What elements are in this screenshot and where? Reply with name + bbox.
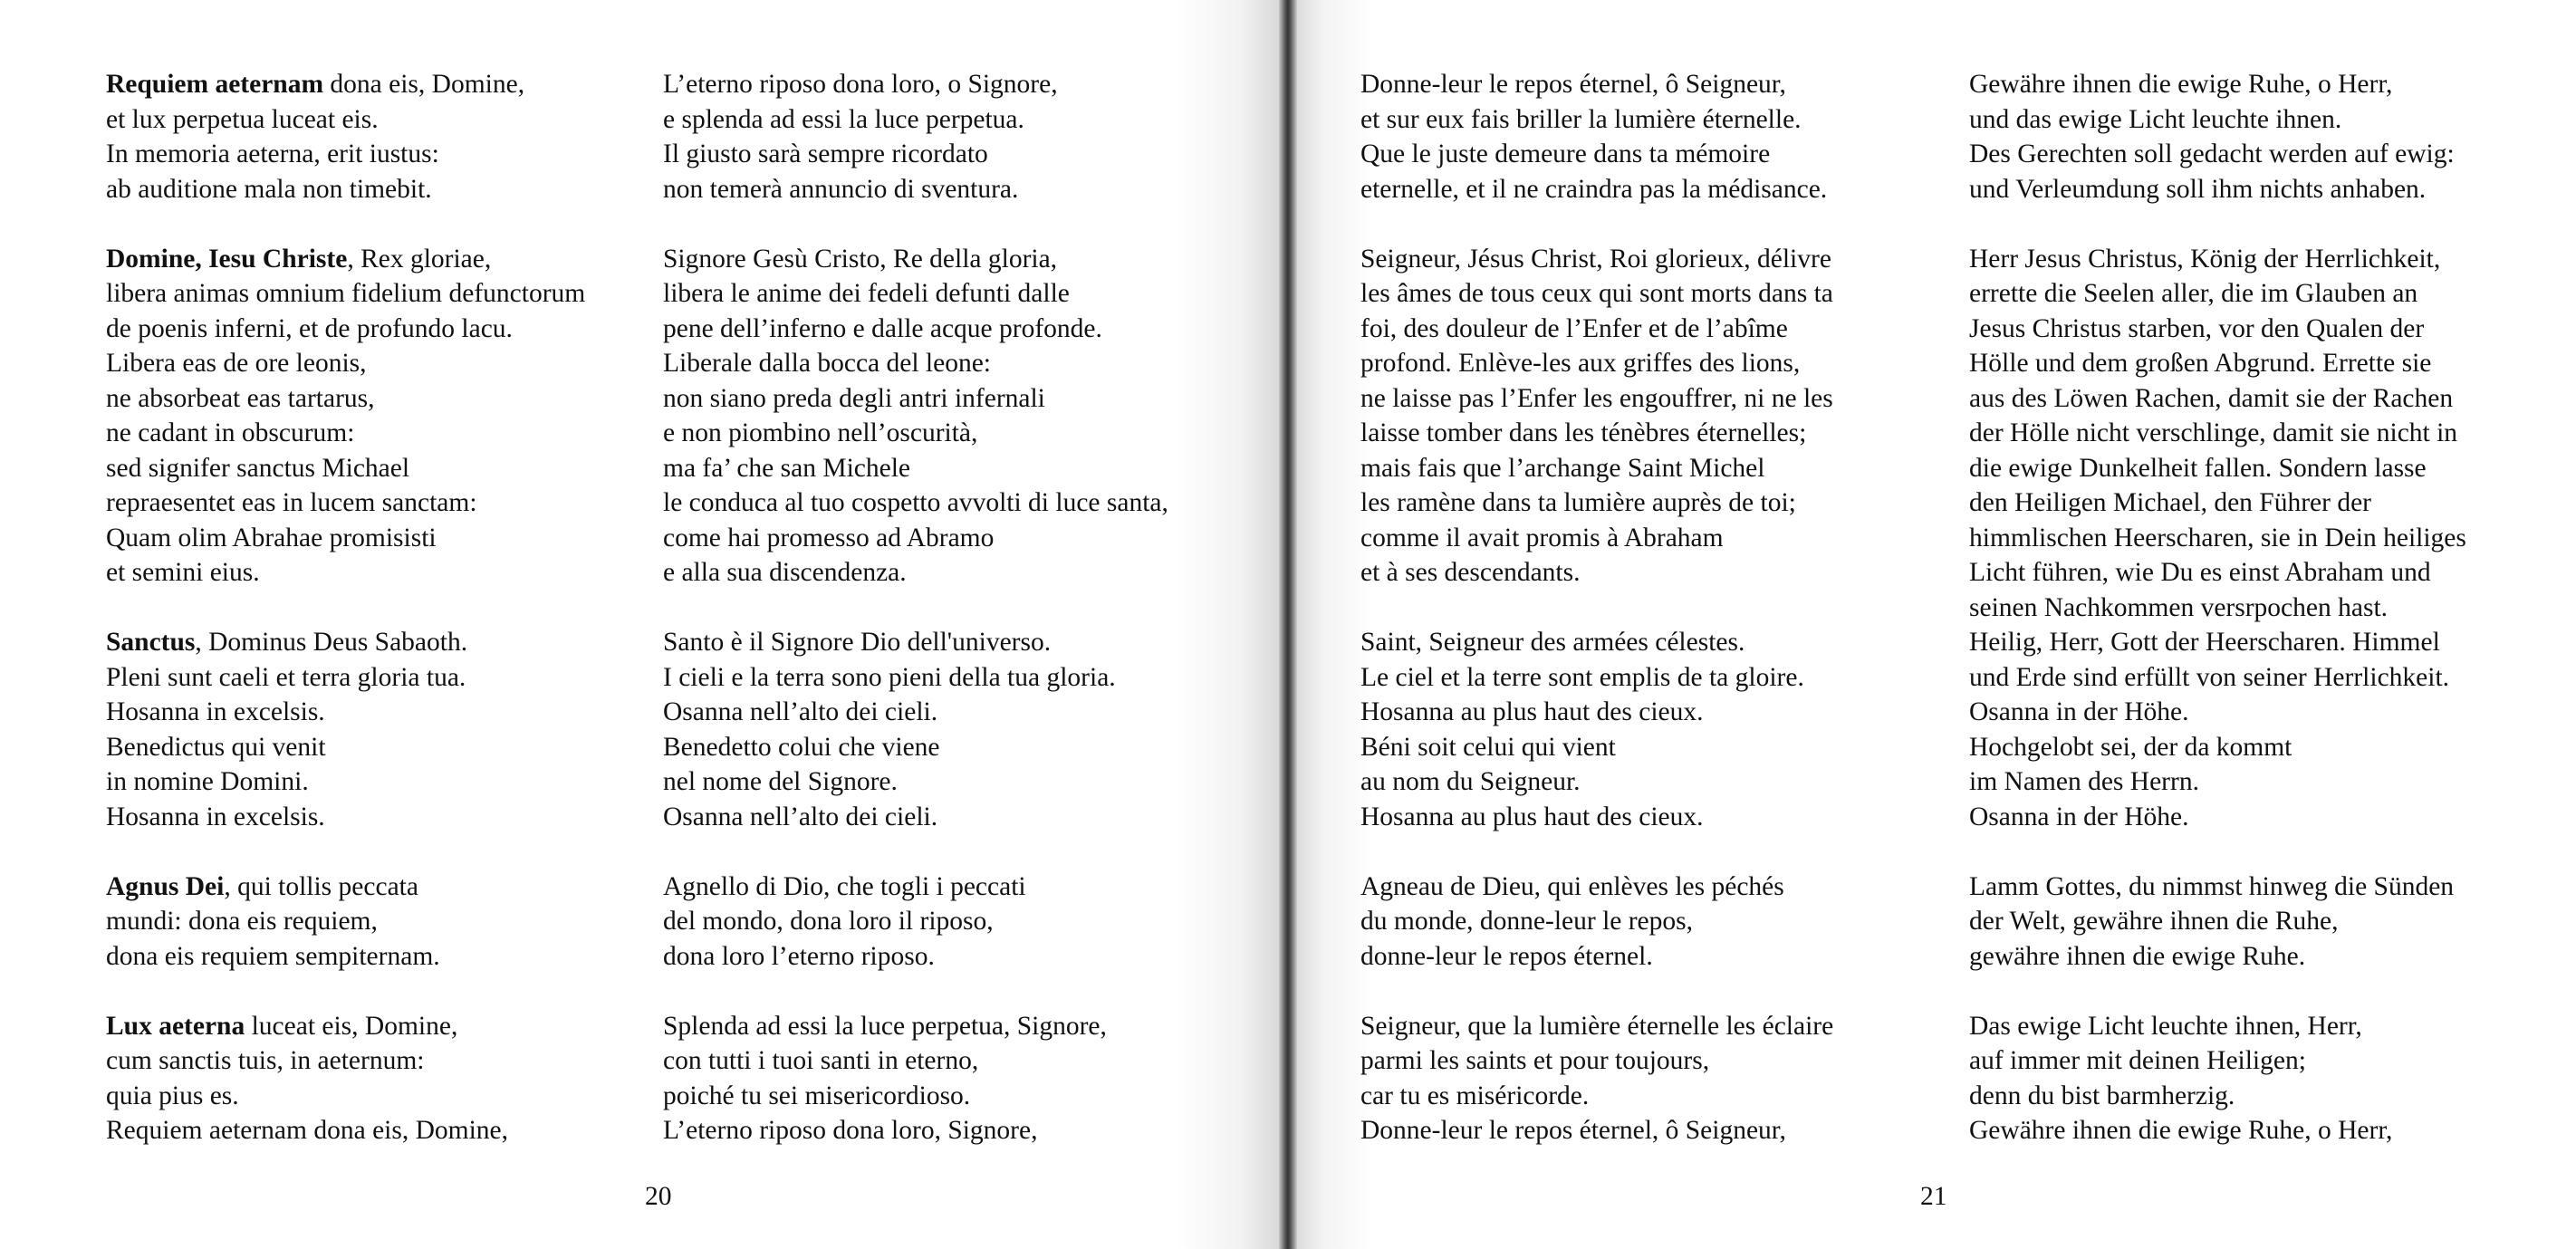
verse-line: Liberale dalla bocca del leone: bbox=[663, 349, 991, 378]
verse-line: Signore Gesù Cristo, Re della gloria, bbox=[663, 244, 1058, 274]
verse-line: errette die Seelen aller, die im Glauben an bbox=[1969, 279, 2418, 308]
verse-text: , Rex gloriae, bbox=[347, 244, 492, 274]
verse-line: die ewige Dunkelheit fallen. Sondern lasse bbox=[1969, 453, 2427, 483]
stanza bbox=[106, 67, 585, 207]
stanza bbox=[1360, 242, 1833, 591]
verse-line: mundi: dona eis requiem, bbox=[106, 907, 378, 936]
verse-line: In memoria aeterna, erit iustus: bbox=[106, 139, 439, 168]
stanza-heading: Lux aeterna bbox=[106, 1011, 245, 1041]
verse-line: gewähre ihnen die ewige Ruhe. bbox=[1969, 941, 2306, 971]
verse-line: Le ciel et la terre sont emplis de ta gloire. bbox=[1360, 662, 1804, 692]
german-column bbox=[1969, 67, 2466, 1148]
verse-line: Benedetto colui che viene bbox=[663, 732, 940, 762]
verse-line: comme il avait promis à Abraham bbox=[1360, 523, 1724, 552]
verse-line: Des Gerechten soll gedacht werden auf ewig: bbox=[1969, 139, 2455, 168]
verse-line: Benedictus qui venit bbox=[106, 732, 326, 762]
verse-line: L’eterno riposo dona loro, Signore, bbox=[663, 1116, 1038, 1145]
verse-line: der Welt, gewähre ihnen die Ruhe, bbox=[1969, 907, 2339, 936]
verse-line: eternelle, et il ne craindra pas la médisance. bbox=[1360, 174, 1828, 204]
verse-line: Osanna in der Höhe. bbox=[1969, 697, 2189, 726]
verse-line: denn du bist barmherzig. bbox=[1969, 1081, 2235, 1110]
verse-line: Gewähre ihnen die ewige Ruhe, o Herr, bbox=[1969, 70, 2393, 99]
verse-line bbox=[106, 625, 585, 660]
verse-line: himmlischen Heerscharen, sie in Dein heiliges bbox=[1969, 523, 2466, 552]
verse-line: Herr Jesus Christus, König der Herrlichkeit, bbox=[1969, 244, 2441, 274]
verse-line: ab auditione mala non timebit. bbox=[106, 174, 432, 204]
verse-line: les ramène dans ta lumière auprès de toi; bbox=[1360, 488, 1796, 517]
verse-line: et lux perpetua luceat eis. bbox=[106, 104, 379, 134]
verse-line bbox=[106, 67, 585, 102]
verse-line: Hosanna in excelsis. bbox=[106, 697, 325, 726]
verse-line: Gewähre ihnen die ewige Ruhe, o Herr, bbox=[1969, 1116, 2393, 1145]
verse-line: Jesus Christus starben, vor den Qualen der bbox=[1969, 313, 2425, 343]
verse-line: dona loro l’eterno riposo. bbox=[663, 941, 935, 971]
verse-text: , Dominus Deus Sabaoth. bbox=[195, 628, 468, 657]
stanza bbox=[106, 625, 585, 834]
verse-line: les âmes de tous ceux qui sont morts dans ta bbox=[1360, 279, 1833, 308]
stanza bbox=[106, 1009, 585, 1148]
verse-line: non temerà annuncio di sventura. bbox=[663, 174, 1019, 204]
verse-line: de poenis inferni, et de profundo lacu. bbox=[106, 313, 513, 343]
stanza bbox=[106, 242, 585, 591]
verse-line: profond. Enlève-les aux griffes des lions, bbox=[1360, 349, 1801, 378]
verse-line: auf immer mit deinen Heiligen; bbox=[1969, 1046, 2306, 1075]
verse-line: im Namen des Herrn. bbox=[1969, 767, 2199, 796]
verse-line: Lamm Gottes, du nimmst hinweg die Sünden bbox=[1969, 871, 2455, 901]
verse-line: Béni soit celui qui vient bbox=[1360, 732, 1616, 762]
verse-line: Libera eas de ore leonis, bbox=[106, 349, 367, 378]
verse-line: der Hölle nicht verschlinge, damit sie nicht in bbox=[1969, 418, 2458, 447]
verse-line: Osanna nell’alto dei cieli. bbox=[663, 697, 938, 726]
verse-line: cum sanctis tuis, in aeternum: bbox=[106, 1046, 425, 1075]
verse-line: con tutti i tuoi santi in eterno, bbox=[663, 1046, 979, 1075]
stanza bbox=[663, 242, 1168, 591]
stanza bbox=[1360, 1009, 1833, 1148]
verse-line: Hosanna au plus haut des cieux. bbox=[1360, 802, 1704, 831]
verse-line: Osanna in der Höhe. bbox=[1969, 802, 2189, 831]
verse-text: , qui tollis peccata bbox=[224, 871, 418, 901]
verse-line: nel nome del Signore. bbox=[663, 767, 898, 796]
verse-line: e splenda ad essi la luce perpetua. bbox=[663, 104, 1024, 134]
verse-line: dona eis requiem sempiternam. bbox=[106, 941, 440, 971]
left-page bbox=[0, 0, 1279, 1249]
verse-line: sed signifer sanctus Michael bbox=[106, 453, 410, 483]
verse-line: den Heiligen Michael, den Führer der bbox=[1969, 488, 2371, 517]
verse-line: Agneau de Dieu, qui enlèves les péchés bbox=[1360, 871, 1784, 901]
stanza bbox=[1969, 1009, 2466, 1148]
stanza bbox=[663, 869, 1168, 975]
verse-line: foi, des douleur de l’Enfer et de l’abîme bbox=[1360, 313, 1788, 343]
verse-line: Que le juste demeure dans ta mémoire bbox=[1360, 139, 1771, 168]
verse-line: Saint, Seigneur des armées célestes. bbox=[1360, 628, 1745, 657]
verse-line: aus des Löwen Rachen, damit sie der Rachen bbox=[1969, 383, 2454, 413]
verse-line: et semini eius. bbox=[106, 558, 260, 587]
verse-line: libera le anime dei fedeli defunti dalle bbox=[663, 279, 1070, 308]
verse-line: Hölle und dem großen Abgrund. Errette sie bbox=[1969, 349, 2432, 378]
italian-column bbox=[663, 67, 1168, 1148]
verse-line: seinen Nachkommen versrpochen hast. bbox=[1969, 592, 2389, 622]
stanza bbox=[663, 67, 1168, 207]
verse-line: Licht führen, wie Du es einst Abraham und bbox=[1969, 558, 2431, 587]
verse-line: Pleni sunt caeli et terra gloria tua. bbox=[106, 662, 466, 692]
verse-text: dona eis, Domine, bbox=[323, 70, 525, 99]
verse-line: car tu es miséricorde. bbox=[1360, 1081, 1590, 1110]
verse-line: ne cadant in obscurum: bbox=[106, 418, 355, 447]
verse-line: du monde, donne-leur le repos, bbox=[1360, 907, 1694, 936]
stanza bbox=[106, 869, 585, 975]
french-column bbox=[1360, 67, 1833, 1148]
verse-line: ne laisse pas l’Enfer les engouffrer, ni ne les bbox=[1360, 383, 1833, 413]
verse-line: Requiem aeternam dona eis, Domine, bbox=[106, 1116, 508, 1145]
verse-line: Osanna nell’alto dei cieli. bbox=[663, 802, 938, 831]
stanza-heading: Agnus Dei bbox=[106, 871, 225, 901]
verse-line: Agnello di Dio, che togli i peccati bbox=[663, 871, 1026, 901]
verse-line bbox=[106, 869, 585, 905]
verse-line: L’eterno riposo dona loro, o Signore, bbox=[663, 70, 1058, 99]
stanza bbox=[1360, 67, 1833, 207]
verse-line: Hochgelobt sei, der da kommt bbox=[1969, 732, 2292, 762]
verse-line: e non piombino nell’oscurità, bbox=[663, 418, 978, 447]
verse-line: et sur eux fais briller la lumière éternelle. bbox=[1360, 104, 1802, 134]
page-number-right: 21 bbox=[1920, 1182, 1947, 1211]
book-spine bbox=[1279, 0, 1297, 1249]
verse-line: Il giusto sarà sempre ricordato bbox=[663, 139, 988, 168]
latin-column bbox=[106, 67, 585, 1148]
stanza-heading: Sanctus bbox=[106, 628, 196, 657]
verse-line: ne absorbeat eas tartarus, bbox=[106, 383, 375, 413]
verse-line: und Erde sind erfüllt von seiner Herrlichkeit. bbox=[1969, 662, 2450, 692]
verse-line: le conduca al tuo cospetto avvolti di luce santa, bbox=[663, 488, 1168, 517]
stanza-heading: Domine, Iesu Christe bbox=[106, 244, 348, 274]
verse-line: Donne-leur le repos éternel, ô Seigneur, bbox=[1360, 70, 1786, 99]
verse-line: Hosanna in excelsis. bbox=[106, 802, 325, 831]
verse-line: laisse tomber dans les ténèbres éternelles; bbox=[1360, 418, 1807, 447]
page-number-left: 20 bbox=[645, 1182, 672, 1211]
verse-line: repraesentet eas in lucem sanctam: bbox=[106, 488, 477, 517]
verse-line: et à ses descendants. bbox=[1360, 558, 1581, 587]
verse-line: Quam olim Abrahae promisisti bbox=[106, 523, 437, 552]
verse-line: und das ewige Licht leuchte ihnen. bbox=[1969, 104, 2342, 134]
verse-line: au nom du Seigneur. bbox=[1360, 767, 1581, 796]
verse-line: quia pius es. bbox=[106, 1081, 239, 1110]
verse-text: luceat eis, Domine, bbox=[245, 1011, 458, 1041]
verse-line bbox=[106, 242, 585, 277]
verse-line: libera animas omnium fidelium defunctorum bbox=[106, 279, 586, 308]
stanza-heading: Requiem aeternam bbox=[106, 70, 324, 99]
stanza bbox=[1969, 242, 2466, 835]
right-page bbox=[1297, 0, 2576, 1249]
stanza bbox=[1360, 869, 1833, 975]
verse-line: in nomine Domini. bbox=[106, 767, 309, 796]
verse-line bbox=[106, 1009, 585, 1044]
verse-line: Santo è il Signore Dio dell'universo. bbox=[663, 628, 1052, 657]
verse-line: und Verleumdung soll ihm nichts anhaben. bbox=[1969, 174, 2427, 204]
verse-line: parmi les saints et pour toujours, bbox=[1360, 1046, 1710, 1075]
verse-line: Splenda ad essi la luce perpetua, Signore, bbox=[663, 1011, 1107, 1041]
verse-line: Das ewige Licht leuchte ihnen, Herr, bbox=[1969, 1011, 2362, 1041]
verse-line: poiché tu sei misericordioso. bbox=[663, 1081, 971, 1110]
stanza bbox=[1969, 869, 2466, 975]
verse-line: come hai promesso ad Abramo bbox=[663, 523, 995, 552]
verse-line: non siano preda degli antri infernali bbox=[663, 383, 1045, 413]
verse-line: I cieli e la terra sono pieni della tua gloria. bbox=[663, 662, 1116, 692]
verse-line: mais fais que l’archange Saint Michel bbox=[1360, 453, 1765, 483]
stanza bbox=[1969, 67, 2466, 207]
stanza bbox=[1360, 625, 1833, 834]
verse-line: Hosanna au plus haut des cieux. bbox=[1360, 697, 1704, 726]
verse-line: e alla sua discendenza. bbox=[663, 558, 907, 587]
verse-line: ma fa’ che san Michele bbox=[663, 453, 911, 483]
verse-line: Heilig, Herr, Gott der Heerscharen. Himmel bbox=[1969, 628, 2440, 657]
stanza bbox=[663, 625, 1168, 834]
verse-line: del mondo, dona loro il riposo, bbox=[663, 907, 994, 936]
verse-line: pene dell’inferno e dalle acque profonde. bbox=[663, 313, 1102, 343]
stanza bbox=[663, 1009, 1168, 1148]
verse-line: Seigneur, que la lumière éternelle les éclaire bbox=[1360, 1011, 1834, 1041]
verse-line: Seigneur, Jésus Christ, Roi glorieux, délivre bbox=[1360, 244, 1831, 274]
verse-line: donne-leur le repos éternel. bbox=[1360, 941, 1653, 971]
verse-line: Donne-leur le repos éternel, ô Seigneur, bbox=[1360, 1116, 1786, 1145]
